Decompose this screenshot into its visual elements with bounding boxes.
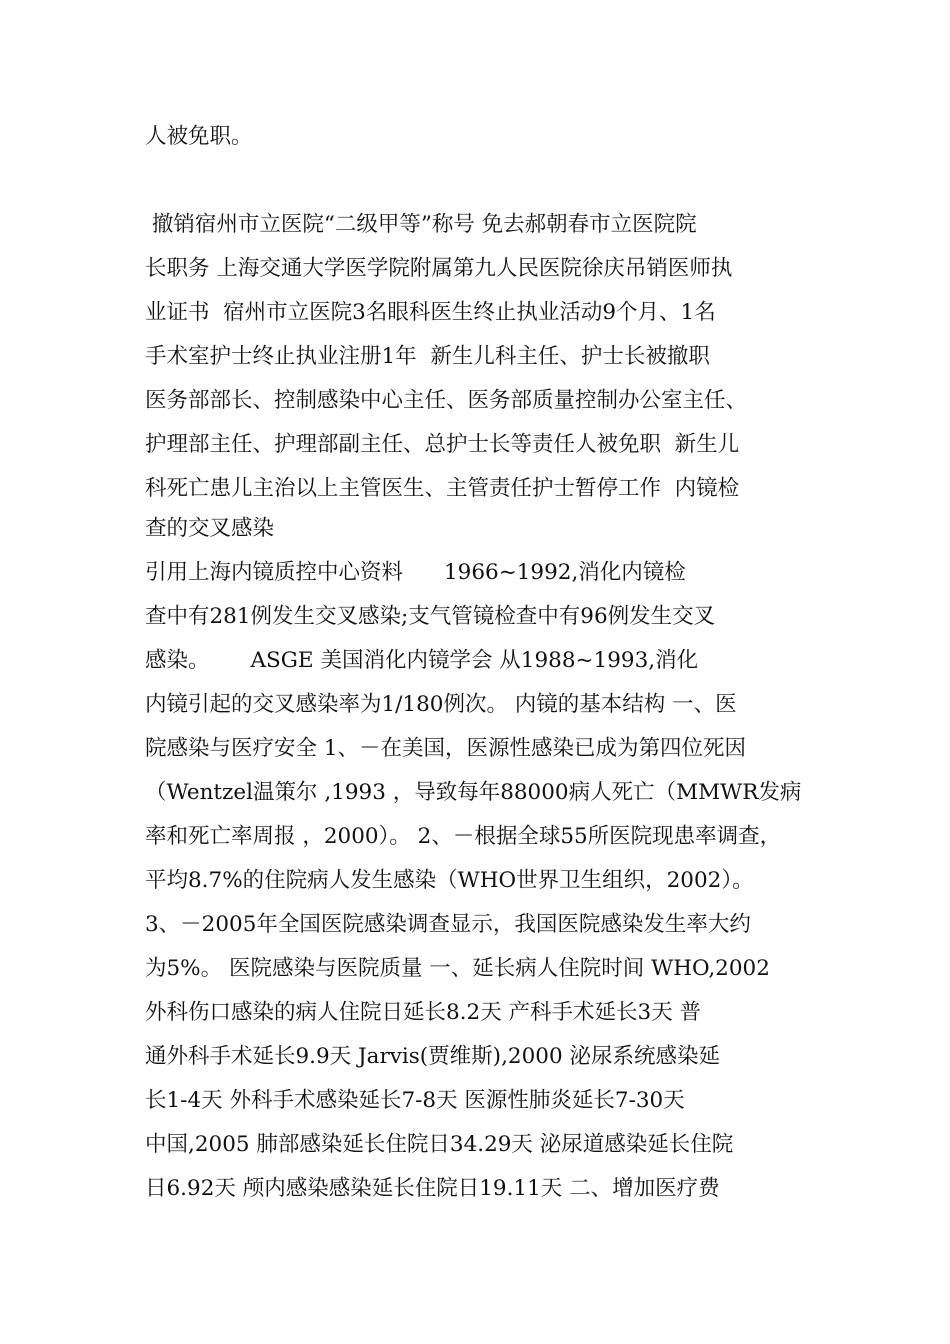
text-line-2: 撤销宿州市立医院“二级甲等”称号 免去郝朝春市立医院院 <box>145 212 697 237</box>
text-line-10: 引用上海内镜质控中心资料 1966~1992,消化内镜检 <box>145 560 686 585</box>
text-line-7: 护理部主任、护理部副主任、总护士长等责任人被免职 新生儿 <box>145 432 740 457</box>
text-line-20: 外科伤口感染的病人住院日延长8.2天 产科手术延长3天 普 <box>145 1000 702 1025</box>
text-line-8: 科死亡患儿主治以上主管医生、主管责任护士暂停工作 内镜检 <box>145 476 740 501</box>
text-line-22: 长1-4天 外科手术感染延长7-8天 医源性肺炎延长7-30天 <box>145 1088 685 1113</box>
text-line-12: 感染。 ASGE 美国消化内镜学会 从1988~1993,消化 <box>145 648 699 673</box>
text-line-21: 通外科手术延长9.9天 Jarvis(贾维斯),2000 泌尿系统感染延 <box>145 1044 720 1069</box>
text-line-18: 3、－2005年全国医院感染调查显示，我国医院感染发生率大约 <box>145 912 751 937</box>
text-line-6: 医务部部长、控制感染中心主任、医务部质量控制办公室主任、 <box>145 388 748 413</box>
text-line-24: 日6.92天 颅内感染感染延长住院日19.11天 二、增加医疗费 <box>145 1176 720 1201</box>
text-line-14: 院感染与医疗安全 1、－在美国，医源性感染已成为第四位死因 <box>145 736 747 761</box>
text-line-17: 平均8.7%的住院病人发生感染（WHO世界卫生组织，2002）。 <box>145 868 754 893</box>
text-line-16: 率和死亡率周报 ，2000）。 2、－根据全球55所医院现患率调查， <box>145 824 782 849</box>
text-line-5: 手术室护士终止执业注册1年 新生儿科主任、护士长被撤职 <box>145 344 710 369</box>
text-line-9: 查的交叉感染 <box>145 516 275 541</box>
text-line-1: 人被免职。 <box>145 124 253 149</box>
text-line-4: 业证书 宿州市立医院3名眼科医生终止执业活动9个月、1名 <box>145 300 716 325</box>
text-line-11: 查中有281例发生交叉感染;支气管镜检查中有96例发生交叉 <box>145 604 716 629</box>
text-line-13: 内镜引起的交叉感染率为1/180例次。 内镜的基本结构 一、医 <box>145 692 737 717</box>
text-line-23: 中国,2005 肺部感染延长住院日34.29天 泌尿道感染延长住院 <box>145 1132 734 1157</box>
text-line-19: 为5%。 医院感染与医院质量 一、延长病人住院时间 WHO,2002 <box>145 956 770 981</box>
text-line-3: 长职务 上海交通大学医学院附属第九人民医院徐庆吊销医师执 <box>145 256 733 281</box>
text-line-15: （Wentzel温策尔 ,1993 ，导致每年88000病人死亡（MMWR发病 <box>145 780 802 805</box>
